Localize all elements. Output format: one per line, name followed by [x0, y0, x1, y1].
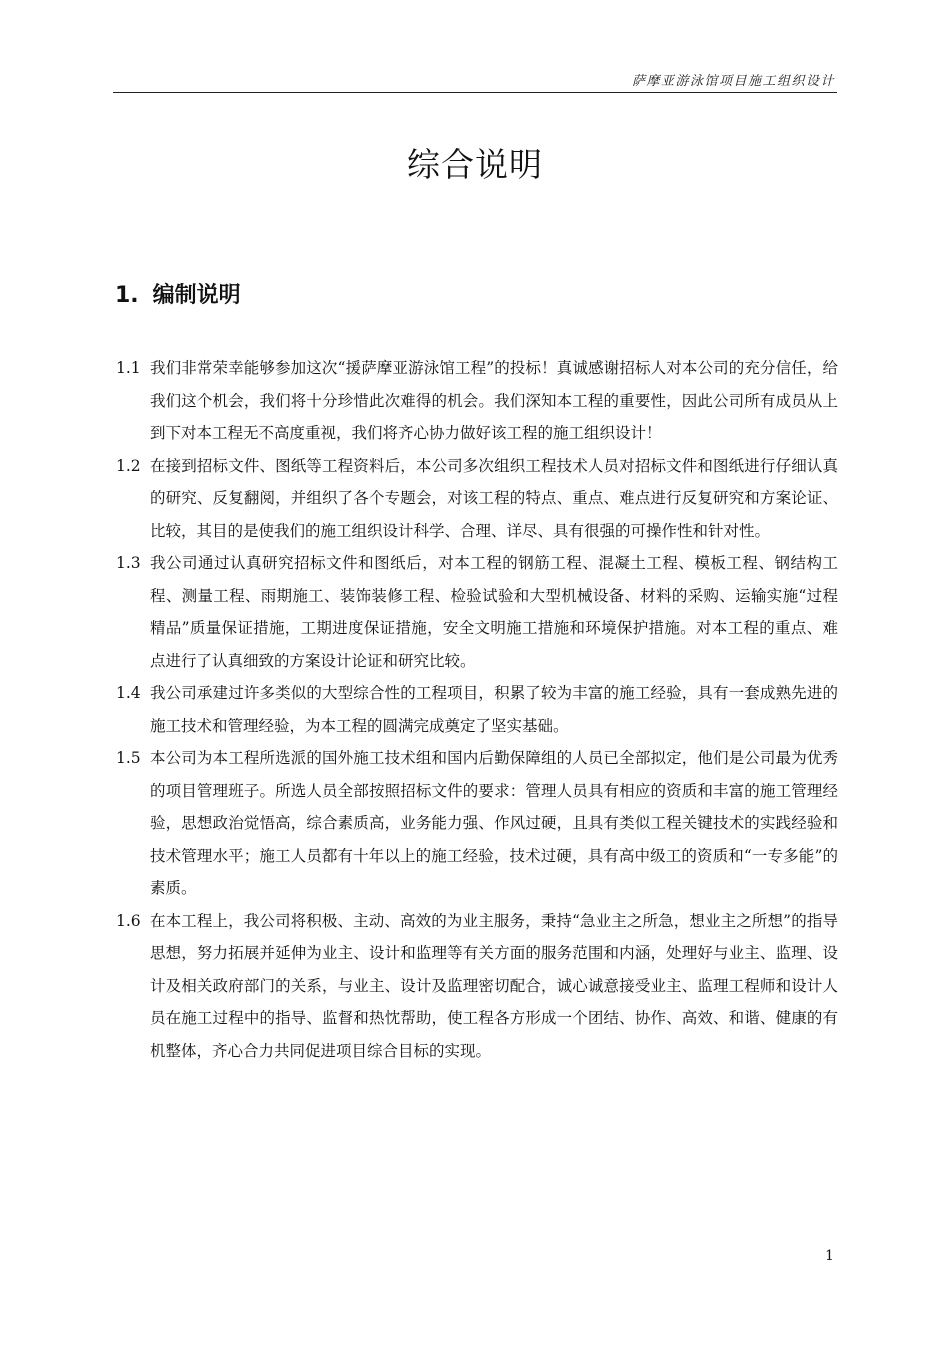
list-item	[116, 905, 838, 1068]
list-item	[116, 352, 838, 450]
item-list	[116, 352, 838, 1067]
list-item	[116, 547, 838, 677]
page-header	[113, 64, 837, 93]
header-title: 萨摩亚游泳馆项目施工组织设计	[631, 74, 835, 89]
item-number: 1.1	[116, 359, 141, 377]
item-number: 1.4	[116, 684, 141, 702]
list-item	[116, 742, 838, 905]
item-text: 本公司为本工程所选派的国外施工技术组和国内后勤保障组的人员已全部拟定，他们是公司最为优秀的项目管理班子。所选人员全部按照招标文件的要求：管理人员具有相应的资质和丰富的施工管理经验，思想政治觉悟高，综合素质高，业务能力强、作风过硬，且具有类似工程关键技术的实践经验和技术管理水平；施工人员都有十年以上的施工经验，技术过硬，具有高中级工的资质和“一专多能”的素质。	[150, 749, 838, 897]
list-item	[116, 677, 838, 742]
item-text: 我们非常荣幸能够参加这次“援萨摩亚游泳馆工程”的投标！真诚感谢招标人对本公司的充分信任，给我们这个机会，我们将十分珍惜此次难得的机会。我们深知本工程的重要性，因此公司所有成员从上到下对本工程无不高度重视，我们将齐心协力做好该工程的施工组织设计！	[150, 359, 838, 442]
item-text: 在本工程上，我公司将积极、主动、高效的为业主服务，秉持“急业主之所急，想业主之所想”的指导思想，努力拓展并延伸为业主、设计和监理等有关方面的服务范围和内涵，处理好与业主、监理、设计及相关政府部门的关系，与业主、设计及监理密切配合，诚心诚意接受业主、监理工程师和设计人员在施工过程中的指导、监督和热忱帮助，使工程各方形成一个团结、协作、高效、和谐、健康的有机整体，齐心合力共同促进项目综合目标的实现。	[150, 911, 838, 1060]
section-number: 1.	[115, 283, 139, 308]
item-text: 我公司通过认真研究招标文件和图纸后，对本工程的钢筋工程、混凝土工程、模板工程、钢结构工程、测量工程、雨期施工、装饰装修工程、检验试验和大型机械设备、材料的采购、运输实施“过程精品”质量保证措施，工期进度保证措施，安全文明施工措施和环境保护措施。对本工程的重点、难点进行了认真细致的方案设计论证和研究比较。	[150, 554, 838, 670]
item-number: 1.5	[116, 749, 141, 767]
list-item	[116, 450, 838, 548]
section-title: 编制说明	[152, 283, 241, 308]
item-number: 1.2	[116, 456, 141, 475]
page-number: 1	[825, 1248, 834, 1264]
item-text: 我公司承建过许多类似的大型综合性的工程项目，积累了较为丰富的施工经验，具有一套成熟先进的施工技术和管理经验，为本工程的圆满完成奠定了坚实基础。	[150, 684, 838, 735]
item-number: 1.3	[116, 554, 141, 572]
item-number: 1.6	[116, 911, 141, 930]
item-text: 在接到招标文件、图纸等工程资料后，本公司多次组织工程技术人员对招标文件和图纸进行仔细认真的研究、反复翻阅，并组织了各个专题会，对该工程的特点、重点、难点进行反复研究和方案论证、比较，其目的是使我们的施工组织设计科学、合理、详尽、具有很强的可操作性和针对性。	[150, 456, 838, 540]
page-title: 综合说明	[407, 145, 543, 184]
section-heading	[115, 278, 241, 314]
